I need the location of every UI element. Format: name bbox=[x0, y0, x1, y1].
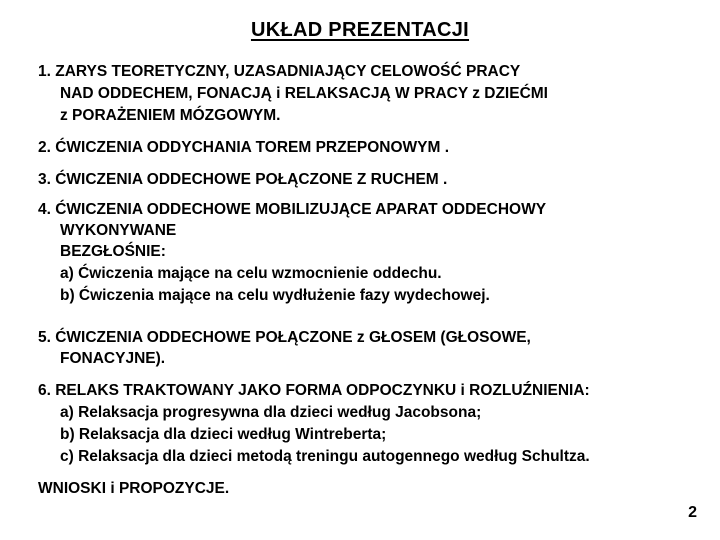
item-6-line-4: c) Relaksacja dla dzieci metodą treningu autogennego według Schultza. bbox=[60, 448, 590, 465]
item-6-line-3: b) Relaksacja dla dzieci według Wintreberta; bbox=[60, 426, 387, 443]
item-4-line-2: WYKONYWANE bbox=[60, 222, 177, 239]
conclusions-line: WNIOSKI i PROPOZYCJE. bbox=[38, 480, 230, 497]
item-6-line-1: 6. RELAKS TRAKTOWANY JAKO FORMA ODPOCZYNKU i ROZLUŹNIENIA: bbox=[38, 382, 590, 399]
item-2-line-1: 2. ĆWICZENIA ODDYCHANIA TOREM PRZEPONOWYM . bbox=[38, 139, 450, 156]
item-4-line-5: b) Ćwiczenia mające na celu wydłużenie fazy wydechowej. bbox=[60, 287, 490, 304]
item-3-line-1: 3. ĆWICZENIA ODDECHOWE POŁĄCZONE Z RUCHEM . bbox=[38, 171, 448, 188]
item-5-line-1: 5. ĆWICZENIA ODDECHOWE POŁĄCZONE z GŁOSEM (GŁOSOWE, bbox=[38, 329, 531, 346]
item-6-line-2: a) Relaksacja progresywna dla dzieci według Jacobsona; bbox=[60, 404, 482, 421]
item-1-line-2: NAD ODDECHEM, FONACJĄ i RELAKSACJĄ W PRACY z DZIEĆMI bbox=[60, 85, 548, 102]
page-number: 2 bbox=[688, 504, 697, 521]
item-4-line-3: BEZGŁOŚNIE: bbox=[60, 243, 166, 260]
item-1-line-1: 1. ZARYS TEORETYCZNY, UZASADNIAJĄCY CELOWOŚĆ PRACY bbox=[38, 63, 521, 80]
slide-title: UKŁAD PREZENTACJI bbox=[250, 19, 470, 41]
item-4-line-1: 4. ĆWICZENIA ODDECHOWE MOBILIZUJĄCE APARAT ODDECHOWY bbox=[38, 201, 547, 218]
item-4-line-4: a) Ćwiczenia mające na celu wzmocnienie oddechu. bbox=[60, 265, 442, 282]
item-5-line-2: FONACYJNE). bbox=[60, 350, 166, 367]
item-1-line-3: z PORAŻENIEM MÓZGOWYM. bbox=[60, 107, 281, 124]
